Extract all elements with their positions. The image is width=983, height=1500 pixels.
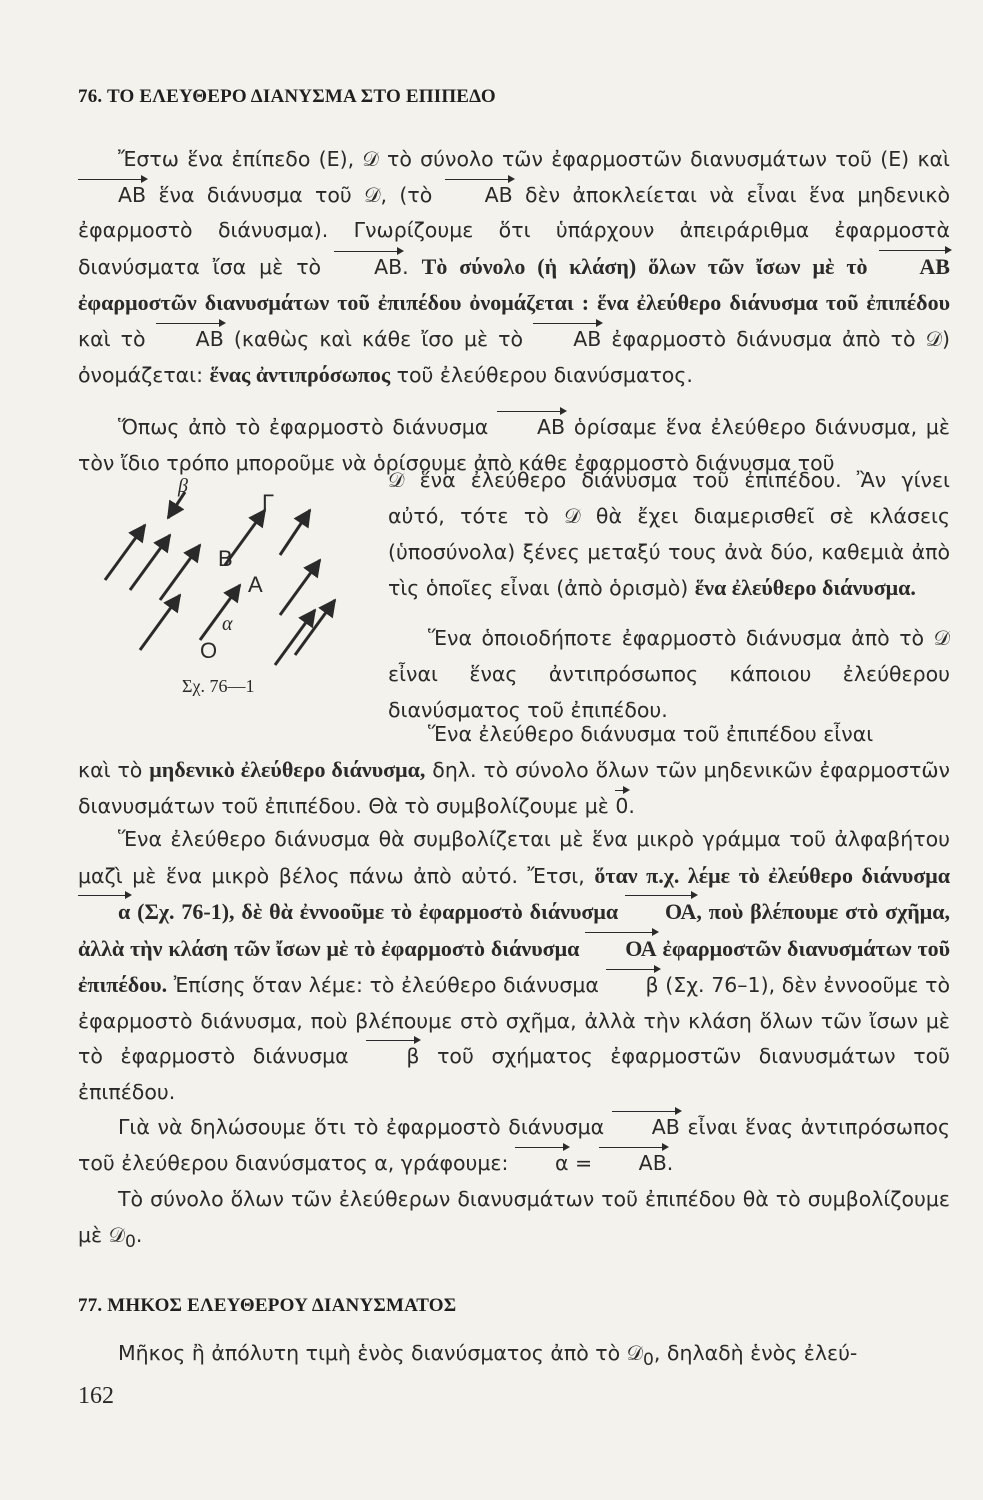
vector-ab: ΑΒ [533, 322, 601, 358]
text: . [628, 793, 635, 818]
text: . [402, 254, 422, 279]
text: ὁρίσαμε ἕνα ἐλεύθερο διάνυσμα, μὲ τὸν ἴδιο τρόπο μποροῦμε νὰ ὁρίσουμε ἀπὸ κάθε ἐφαρμοστὸ διάνυσμα τοῦ [78, 415, 950, 475]
text: τοῦ ἐλεύθερου διανύσματος. [390, 363, 693, 387]
text: . [666, 1150, 674, 1175]
text: Ἕνα ἐλεύθερο διάνυσμα τοῦ ἐπιπέδου εἶναι [428, 722, 874, 746]
paragraph-notation [78, 822, 950, 1110]
label-o: Ο [200, 638, 218, 663]
bold-text: (Σχ. 76-1), δὲ θὰ ἐννοοῦμε τὸ ἐφαρμοστὸ διάνυσμα [130, 899, 626, 924]
bold-text: ἐφαρμοστῶν διανυσμάτων τοῦ ἐπιπέδου. [78, 935, 950, 997]
text: ἐφαρμοστὸ διάνυσμα ἀπὸ τὸ 𝒟) ὀνομάζεται: [78, 326, 950, 387]
vector-beta: β [606, 968, 659, 1004]
text: Γιὰ νὰ δηλώσουμε ὅτι τὸ ἐφαρμοστὸ διάνυσμα [118, 1115, 612, 1139]
paragraph-representative-notation [78, 1110, 950, 1181]
figure-76-1 [100, 470, 380, 705]
text: καὶ τὸ [78, 326, 156, 351]
vector-arrow [140, 595, 180, 650]
text: Τὸ σύνολο ὅλων τῶν ἐλεύθερων διανυσμάτων τοῦ ἐπιπέδου θὰ τὸ συμβολίζουμε μὲ 𝒟 [78, 1187, 950, 1247]
text: , δηλαδὴ ἑνὸς ἐλεύ- [653, 1341, 858, 1365]
label-b: Β [218, 546, 233, 571]
vector-ab: ΑΒ [156, 322, 224, 358]
label-alpha: α [222, 613, 233, 635]
text: καὶ τὸ [78, 758, 150, 782]
text: εἶναι ἕνας ἀντιπρόσωπος τοῦ ἐλεύθερου διανύσματος α, γράφουμε: [78, 1115, 950, 1175]
bold-text: ἕνα ἐλεύθερο διάνυσμα. [694, 575, 916, 600]
vector-alpha: α [78, 894, 130, 930]
vector-oa [200, 585, 240, 640]
vector-ab: ΑΒ [599, 1146, 667, 1182]
label-beta: β [178, 475, 188, 497]
bold-text: ἕνας ἀντιπρόσωπος [209, 362, 391, 387]
text: 𝒟 ἕνα ἐλεύθερο διάνυσμα τοῦ ἐπιπέδου. Ἂν γίνει αὐτό, τότε τὸ 𝒟 θὰ ἔχει διαμερισθεῖ σὲ κλάσεις (ὑποσύνολα) ξένες μεταξύ τους ἀνὰ δύο, καθεμιὰ ἀπὸ τὶς ὁποῖες εἶναι (ἀπὸ ὁρισμὸ) [388, 468, 950, 600]
side-paragraph-zero-intro [388, 716, 950, 752]
text: Ἐπίσης ὅταν λέμε: τὸ ἐλεύθερο διάνυσμα [167, 973, 606, 997]
text: Μῆκος ἢ ἀπόλυτη τιμὴ ἑνὸς διανύσματος ἀπὸ τὸ 𝒟 [118, 1341, 644, 1365]
paragraph-length [78, 1336, 950, 1379]
label-gamma: Γ [262, 490, 275, 515]
vector-ab: ΑΒ [334, 250, 402, 286]
text: ἕνα διάνυσμα τοῦ 𝒟, (τὸ [146, 182, 445, 207]
side-paragraph-representative [388, 620, 950, 728]
vector-arrow [105, 525, 145, 580]
text: (καθὼς καὶ κάθε ἴσο μὲ τὸ [223, 326, 534, 351]
subscript: 0 [125, 1231, 136, 1252]
vector-ab: ΑΒ [445, 178, 513, 214]
subscript: 0 [643, 1350, 654, 1371]
figure-caption: Σχ. 76—1 [182, 676, 255, 696]
section-76-title: 76. ΤΟ ΕΛΕΥΘΕΡΟ ΔΙΑΝΥΣΜΑ ΣΤΟ ΕΠΙΠΕΔΟ [78, 86, 496, 107]
bold-text: μηδενικὸ ἐλεύθερο διάνυσμα, [149, 757, 426, 782]
bold-text: , ποὺ βλέπουμε στὸ σχῆμα, ἀλλὰ τὴν κλάση τῶν ἴσων μὲ τὸ ἐφαρμοστὸ διάνυσμα [78, 899, 951, 961]
paragraph-definition [78, 142, 950, 394]
text: δὲν ἀποκλείεται νὰ εἶναι ἕνα μηδενικὸ ἐφαρμοστὸ διάνυσμα). Γνωρίζουμε ὅτι ὑπάρχουν ἀπειράριθμα ἐφαρμοστὰ διανύσματα ἴσα μὲ τὸ [78, 182, 950, 279]
vector-ab: ΑΒ [78, 178, 146, 214]
text: (Σχ. 76–1), δὲν ἐννοοῦμε τὸ ἐφαρμοστὸ διάνυσμα, ποὺ βλέπουμε στὸ σχῆμα, ἀλλὰ τὴν κλάση ὅλων τῶν ἴσων μὲ τὸ ἐφαρμοστὸ διάνυσμα [78, 973, 950, 1068]
text: τοῦ σχήματος ἐφαρμοστῶν διανυσμάτων τοῦ ἐπιπέδου. [78, 1044, 950, 1104]
text: . [135, 1222, 143, 1247]
paragraph-set-d0 [78, 1182, 950, 1260]
text: = [568, 1150, 599, 1175]
vector-oa: ΟΑ [625, 894, 696, 930]
vector-zero: 0 [615, 789, 628, 825]
vector-beta: β [366, 1039, 419, 1075]
text: Ὅπως ἀπὸ τὸ ἐφαρμοστὸ διάνυσμα [118, 415, 498, 439]
bold-text: ὅταν π.χ. λέμε τὸ ἐλεύθερο διάνυσμα [594, 862, 950, 888]
label-a: Α [248, 572, 263, 597]
paragraph-zero-vector [78, 752, 950, 824]
vector-ab: ΑΒ [497, 410, 565, 446]
section-77-title: 77. ΜΗΚΟΣ ΕΛΕΥΘΕΡΟΥ ΔΙΑΝΥΣΜΑΤΟΣ [78, 1295, 457, 1316]
text: Ἕνα ἐλεύθερο διάνυσμα θὰ συμβολίζεται μὲ ἕνα μικρὸ γράμμα τοῦ ἀλφαβήτου μαζὶ μὲ ἕνα μικρὸ βέλος πάνω ἀπὸ αὐτό. Ἔτσι, [78, 827, 950, 888]
text: Ἕνα ὁποιοδήποτε ἐφαρμοστὸ διάνυσμα ἀπὸ τὸ 𝒟 εἶναι ἕνας ἀντιπρόσωπος κάποιου ἐλεύθερου διανύσματος τοῦ ἐπιπέδου. [388, 626, 950, 722]
vector-arrow [130, 535, 170, 590]
vector-arrow [160, 545, 200, 600]
vector-oa: ΟΑ [585, 931, 656, 967]
vector-alpha: α [515, 1146, 569, 1182]
vector-ab: ΑΒ [612, 1110, 680, 1146]
bold-text: Τὸ σύνολο (ἡ κλάση) ὅλων τῶν ἴσων μὲ τὸ [421, 253, 880, 279]
bold-text: ἐφαρμοστῶν διανυσμάτων τοῦ ἐπιπέδου ὀνομάζεται : ἕνα ἐλεύθερο διάνυσμα τοῦ ἐπιπέδου [78, 290, 950, 315]
page-number: 162 [78, 1383, 114, 1409]
text: Ἔστω ἕνα ἐπίπεδο (Ε), 𝒟 τὸ σύνολο τῶν ἐφαρμοστῶν διανυσμάτων τοῦ (Ε) καὶ [118, 147, 950, 171]
vector-arrow [280, 510, 310, 555]
side-paragraph-classes [388, 462, 950, 606]
text: δηλ. τὸ σύνολο ὅλων τῶν μηδενικῶν ἐφαρμοστῶν διανυσμάτων τοῦ ἐπιπέδου. Θὰ τὸ συμβολίζουμε μὲ [78, 758, 951, 818]
vector-ab: ΑΒ [879, 249, 950, 285]
vector-arrow [280, 560, 320, 615]
